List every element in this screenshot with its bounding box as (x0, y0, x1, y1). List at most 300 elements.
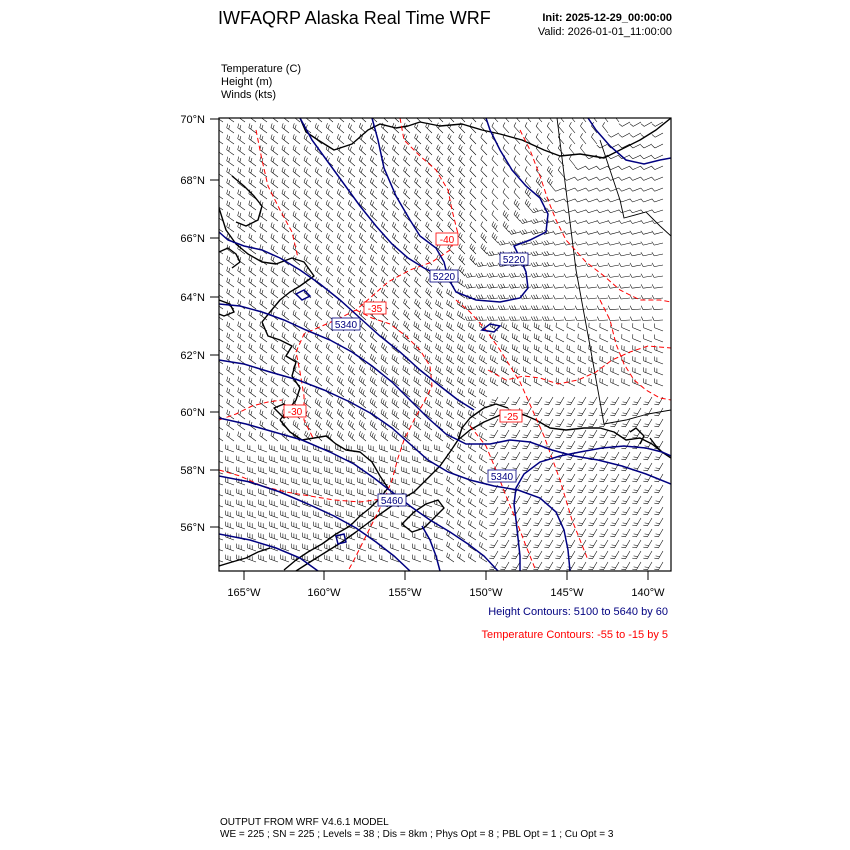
wind-barb (326, 398, 333, 408)
wind-barb (654, 419, 663, 427)
wind-barb (325, 478, 334, 485)
wind-barb (271, 178, 278, 188)
wind-barb (470, 156, 476, 166)
wind-barb (641, 220, 652, 223)
wind-barb (402, 478, 411, 485)
wind-barb (544, 463, 553, 471)
wind-barb (415, 222, 422, 232)
wind-barb (315, 123, 322, 133)
wind-barb (621, 452, 630, 460)
wind-barb (282, 156, 289, 166)
wind-barb (403, 332, 410, 342)
wind-barb (260, 355, 267, 365)
wind-barb (512, 333, 520, 342)
wind-barb (597, 177, 608, 180)
wind-barb (414, 377, 421, 387)
wind-barb (392, 299, 399, 309)
wind-barb (555, 397, 564, 405)
wind-barb (426, 112, 432, 122)
wind-barb (608, 133, 619, 137)
wind-barb (248, 511, 257, 518)
wind-barb (260, 179, 267, 189)
wind-barb (479, 366, 487, 375)
wind-barb (380, 456, 389, 463)
wind-barb (479, 465, 487, 474)
wind-barb (227, 201, 234, 210)
wind-barb (619, 231, 630, 235)
wind-barb (652, 284, 663, 288)
wind-barb (259, 478, 268, 485)
wind-barb (404, 310, 411, 320)
wind-barb (358, 489, 367, 496)
wind-barb (655, 357, 663, 365)
wind-barb (238, 311, 245, 320)
wind-barb (304, 145, 311, 155)
wind-barb (603, 111, 609, 122)
wind-barb (380, 445, 389, 452)
wind-barb (282, 332, 289, 342)
wind-barb (304, 387, 311, 397)
wind-barb (566, 441, 575, 449)
wind-barb (643, 551, 652, 559)
wind-barb (337, 112, 344, 122)
wind-barb (359, 277, 366, 287)
wind-barb (282, 134, 289, 144)
wind-barb (249, 245, 256, 255)
wind-barb (619, 284, 630, 288)
wind-barb (381, 409, 388, 419)
wind-barb (293, 189, 300, 199)
wind-barb (641, 317, 652, 321)
wind-barb (249, 113, 256, 123)
wind-barb (238, 124, 245, 133)
wind-barb (621, 551, 630, 559)
wind-barb (381, 343, 388, 353)
wind-barb (315, 266, 322, 276)
wind-barb (468, 377, 476, 386)
wind-barb (447, 344, 454, 353)
wind-barb (481, 156, 487, 166)
wind-barb (392, 200, 399, 210)
wind-barb (621, 474, 630, 482)
wind-barb (248, 445, 257, 452)
wind-barb (458, 509, 466, 518)
wind-barb (437, 178, 443, 188)
wind-barb (578, 356, 586, 364)
wind-barb (315, 420, 322, 430)
wind-barb (304, 222, 311, 232)
wind-barb (370, 255, 377, 265)
wind-barb (337, 431, 344, 441)
wind-barb (403, 376, 410, 386)
wind-barb (531, 230, 542, 235)
wind-barb (555, 441, 564, 449)
wind-barb (459, 167, 465, 177)
wind-barb (292, 511, 301, 518)
wind-barb (547, 111, 553, 122)
wind-barb (436, 300, 443, 309)
wind-barb (381, 211, 388, 221)
wind-barb (655, 335, 663, 343)
wind-barb (533, 430, 542, 438)
wind-barb (567, 334, 575, 342)
wind-barb (226, 456, 235, 463)
wind-barb (621, 441, 630, 449)
wind-barb (348, 365, 355, 375)
model-footer-title: OUTPUT FROM WRF V4.6.1 MODEL (220, 817, 389, 828)
wind-barb (314, 533, 323, 540)
height-label (488, 470, 516, 483)
wind-barb (545, 323, 553, 331)
wind-barb (391, 511, 400, 518)
wind-barb (337, 244, 344, 254)
wind-barb (404, 288, 411, 298)
wind-barb (503, 211, 509, 222)
wind-barb (630, 133, 641, 137)
wind-barb (415, 244, 422, 254)
wind-barb (468, 487, 476, 496)
wind-barb (599, 474, 608, 482)
wind-barb (292, 478, 301, 485)
wind-barb (542, 262, 553, 267)
wind-barb (468, 355, 476, 364)
wind-barb (641, 199, 652, 202)
wind-barb (282, 167, 289, 177)
wind-barb (238, 289, 245, 298)
wind-barb (468, 322, 476, 331)
wind-barb (492, 123, 498, 133)
wind-barb (459, 233, 465, 243)
wind-barb (500, 452, 509, 460)
wind-barb (556, 378, 564, 386)
wind-barb (599, 485, 608, 493)
temp-contour (488, 346, 671, 384)
wind-barb (533, 397, 542, 405)
lon-label-145: 145°W (550, 587, 584, 599)
wind-barb (591, 111, 597, 122)
wind-barb (358, 445, 367, 452)
wind-barb (465, 284, 476, 289)
wind-barb (315, 156, 322, 166)
wind-barb (619, 263, 630, 267)
wind-barb (238, 190, 245, 199)
wind-barb (425, 421, 432, 430)
wind-barb (227, 190, 234, 199)
wind-barb (608, 306, 619, 310)
wind-barb (282, 387, 289, 397)
wind-barb (597, 317, 608, 321)
wind-barb (381, 387, 388, 397)
wind-barb (271, 211, 278, 221)
wind-barb (567, 345, 575, 353)
wind-barb (547, 122, 553, 133)
wind-barb (489, 430, 498, 438)
wind-barb (542, 316, 553, 320)
wind-barb (281, 500, 290, 507)
height-contour (219, 304, 671, 484)
wind-barb (381, 134, 388, 144)
wind-barb (500, 518, 509, 526)
wind-barb (468, 333, 476, 342)
wind-barb (271, 156, 278, 166)
wind-barb (525, 111, 531, 122)
wind-barb (436, 333, 443, 342)
wind-barb (370, 134, 377, 144)
wind-barb (588, 463, 597, 471)
wind-barb (304, 299, 311, 309)
wind-barb (227, 157, 234, 166)
wind-barb (599, 518, 608, 526)
wind-barb (315, 178, 322, 188)
wind-barb (630, 263, 641, 267)
wind-barb (481, 211, 487, 221)
wind-barb (249, 300, 256, 310)
wind-barb (566, 397, 575, 405)
wind-barb (447, 421, 454, 430)
wind-barb (588, 529, 597, 537)
wind-barb (608, 274, 619, 278)
wind-barb (652, 166, 663, 170)
wind-barb (281, 511, 290, 518)
wind-barb (564, 210, 575, 213)
wind-barb (586, 188, 597, 191)
wind-barb (614, 111, 620, 122)
wind-barb (281, 522, 290, 529)
wind-barb (402, 456, 411, 463)
wind-barb (578, 334, 586, 342)
wind-barb (370, 387, 377, 397)
wind-barb (511, 452, 520, 460)
wind-barb (498, 240, 509, 245)
wind-barb (481, 145, 487, 155)
wind-barb (227, 322, 234, 331)
wind-barb (481, 200, 487, 210)
wind-barb (654, 562, 663, 570)
wind-barb (577, 408, 586, 416)
wind-barb (381, 288, 388, 298)
wind-barb (566, 529, 575, 537)
wind-barb (643, 540, 652, 548)
wind-barb (226, 445, 235, 452)
wind-barb (597, 188, 608, 191)
wind-barb (564, 284, 575, 288)
wind-barb (392, 409, 399, 419)
wind-barb (238, 157, 245, 166)
wind-barb (489, 419, 498, 427)
wind-barb (490, 344, 498, 353)
wind-barb (437, 156, 443, 166)
wind-barb (525, 166, 531, 177)
wind-barb (436, 410, 443, 419)
wind-barb (413, 533, 422, 540)
wind-barb (588, 518, 597, 526)
wind-barb (652, 144, 663, 148)
field-temperature-label: Temperature (C) (221, 63, 302, 75)
wind-barb (542, 284, 553, 289)
wind-barb (447, 366, 454, 375)
wind-barb (381, 145, 388, 155)
wind-barb (547, 166, 553, 177)
wind-barb (534, 356, 542, 365)
temp-contour (219, 400, 282, 420)
wind-barb (260, 256, 267, 266)
wind-barb (248, 544, 257, 551)
wind-barb (260, 289, 267, 299)
wind-barb (304, 200, 311, 210)
wind-barb (619, 177, 630, 180)
wind-barb (525, 155, 531, 166)
wind-barb (326, 178, 333, 188)
wind-barb (425, 399, 432, 408)
wind-barb (564, 199, 575, 202)
wind-barb (404, 167, 411, 177)
wind-barb (260, 399, 267, 409)
wind-barb (492, 233, 498, 243)
wind-barb (654, 507, 663, 515)
wind-barb (481, 189, 487, 199)
wind-barb (293, 211, 300, 221)
wind-barb (644, 334, 652, 342)
wind-barb (655, 368, 663, 376)
wind-barb (347, 511, 356, 518)
wind-barb (404, 266, 411, 276)
wind-barb (402, 555, 411, 562)
wind-barb (238, 377, 245, 386)
wind-barb (476, 305, 487, 309)
wind-barb (544, 430, 553, 438)
wind-barb (580, 133, 586, 144)
wind-barb (458, 487, 466, 496)
wind-barb (652, 274, 663, 278)
wind-barb (498, 316, 509, 320)
wind-barb (404, 233, 411, 243)
wind-barb (392, 266, 399, 276)
wind-barb (348, 288, 355, 298)
height-label (332, 318, 360, 331)
wind-barb (622, 334, 630, 342)
wind-barb (586, 220, 597, 223)
wind-barb (643, 452, 652, 460)
wind-barb (555, 430, 564, 438)
wind-barb (643, 562, 652, 570)
wind-barb (426, 244, 432, 254)
wind-barb (458, 322, 466, 331)
wind-barb (260, 124, 267, 134)
wind-barb (630, 177, 641, 180)
wind-barb (249, 124, 256, 134)
wind-barb (531, 273, 542, 278)
wind-barb (435, 544, 444, 551)
wind-barb (425, 311, 432, 320)
wind-barb (259, 456, 268, 463)
wind-barb (237, 500, 246, 507)
wind-barb (413, 467, 422, 474)
wind-barb (260, 410, 267, 420)
wind-barb (501, 322, 509, 331)
wind-barb (555, 529, 564, 537)
height-label (378, 494, 406, 507)
wind-barb (271, 387, 278, 397)
wind-barb (424, 489, 433, 496)
wind-barb (292, 445, 301, 452)
wind-barb (281, 533, 290, 540)
wind-barb (249, 157, 256, 167)
wind-barb (577, 529, 586, 537)
svg-text:5460: 5460 (380, 496, 404, 507)
wind-barb (447, 476, 454, 485)
wind-barb (588, 562, 597, 570)
wind-barb (370, 167, 377, 177)
wind-barb (458, 388, 466, 397)
wind-barb (415, 233, 422, 243)
wind-barb (426, 156, 432, 166)
wind-barb (492, 167, 498, 177)
wind-barb (556, 367, 564, 375)
wind-barb (337, 354, 344, 364)
wind-barb (630, 210, 641, 213)
wind-barb (621, 540, 630, 548)
wind-barb (359, 222, 366, 232)
wind-barb (553, 188, 564, 191)
wind-barb (500, 507, 509, 515)
wind-barb (380, 555, 389, 562)
wind-barb (415, 277, 422, 287)
wind-barb (619, 220, 630, 223)
wind-barb (337, 134, 344, 144)
wind-barb (553, 317, 564, 321)
wind-barb (227, 124, 234, 133)
wind-barb (227, 366, 234, 375)
wind-barb (437, 123, 443, 133)
wind-barb (424, 445, 433, 452)
wind-barb (500, 430, 509, 438)
wind-barb (336, 522, 345, 529)
wind-barb (226, 511, 235, 518)
wind-barb (531, 305, 542, 309)
wind-barb (314, 522, 323, 529)
wind-barb (608, 210, 619, 213)
wind-barb (608, 220, 619, 223)
wind-barb (337, 156, 344, 166)
wind-barb (533, 474, 542, 482)
wind-barb (226, 522, 235, 529)
wind-barb (337, 332, 344, 342)
wind-barb (522, 430, 531, 438)
wind-barb (359, 112, 366, 122)
wind-barb (315, 211, 322, 221)
wind-barb (359, 167, 366, 177)
wind-barb (511, 397, 520, 405)
wind-barb (458, 377, 466, 386)
wind-barb (630, 252, 641, 256)
wind-barb (227, 344, 234, 353)
wind-barb (415, 112, 422, 122)
wind-barb (489, 496, 498, 504)
wind-barb (525, 199, 531, 210)
wind-barb (523, 377, 531, 386)
wind-barb (597, 231, 608, 235)
wind-barb (514, 200, 520, 211)
wind-barb (271, 112, 278, 122)
wind-barb (227, 179, 234, 188)
wind-barb (503, 200, 509, 211)
wind-barb (468, 553, 476, 562)
wind-barb (260, 377, 267, 387)
wind-barb (465, 273, 476, 278)
wind-barb (348, 277, 355, 287)
wind-barb (304, 156, 311, 166)
wind-barb (325, 522, 334, 529)
